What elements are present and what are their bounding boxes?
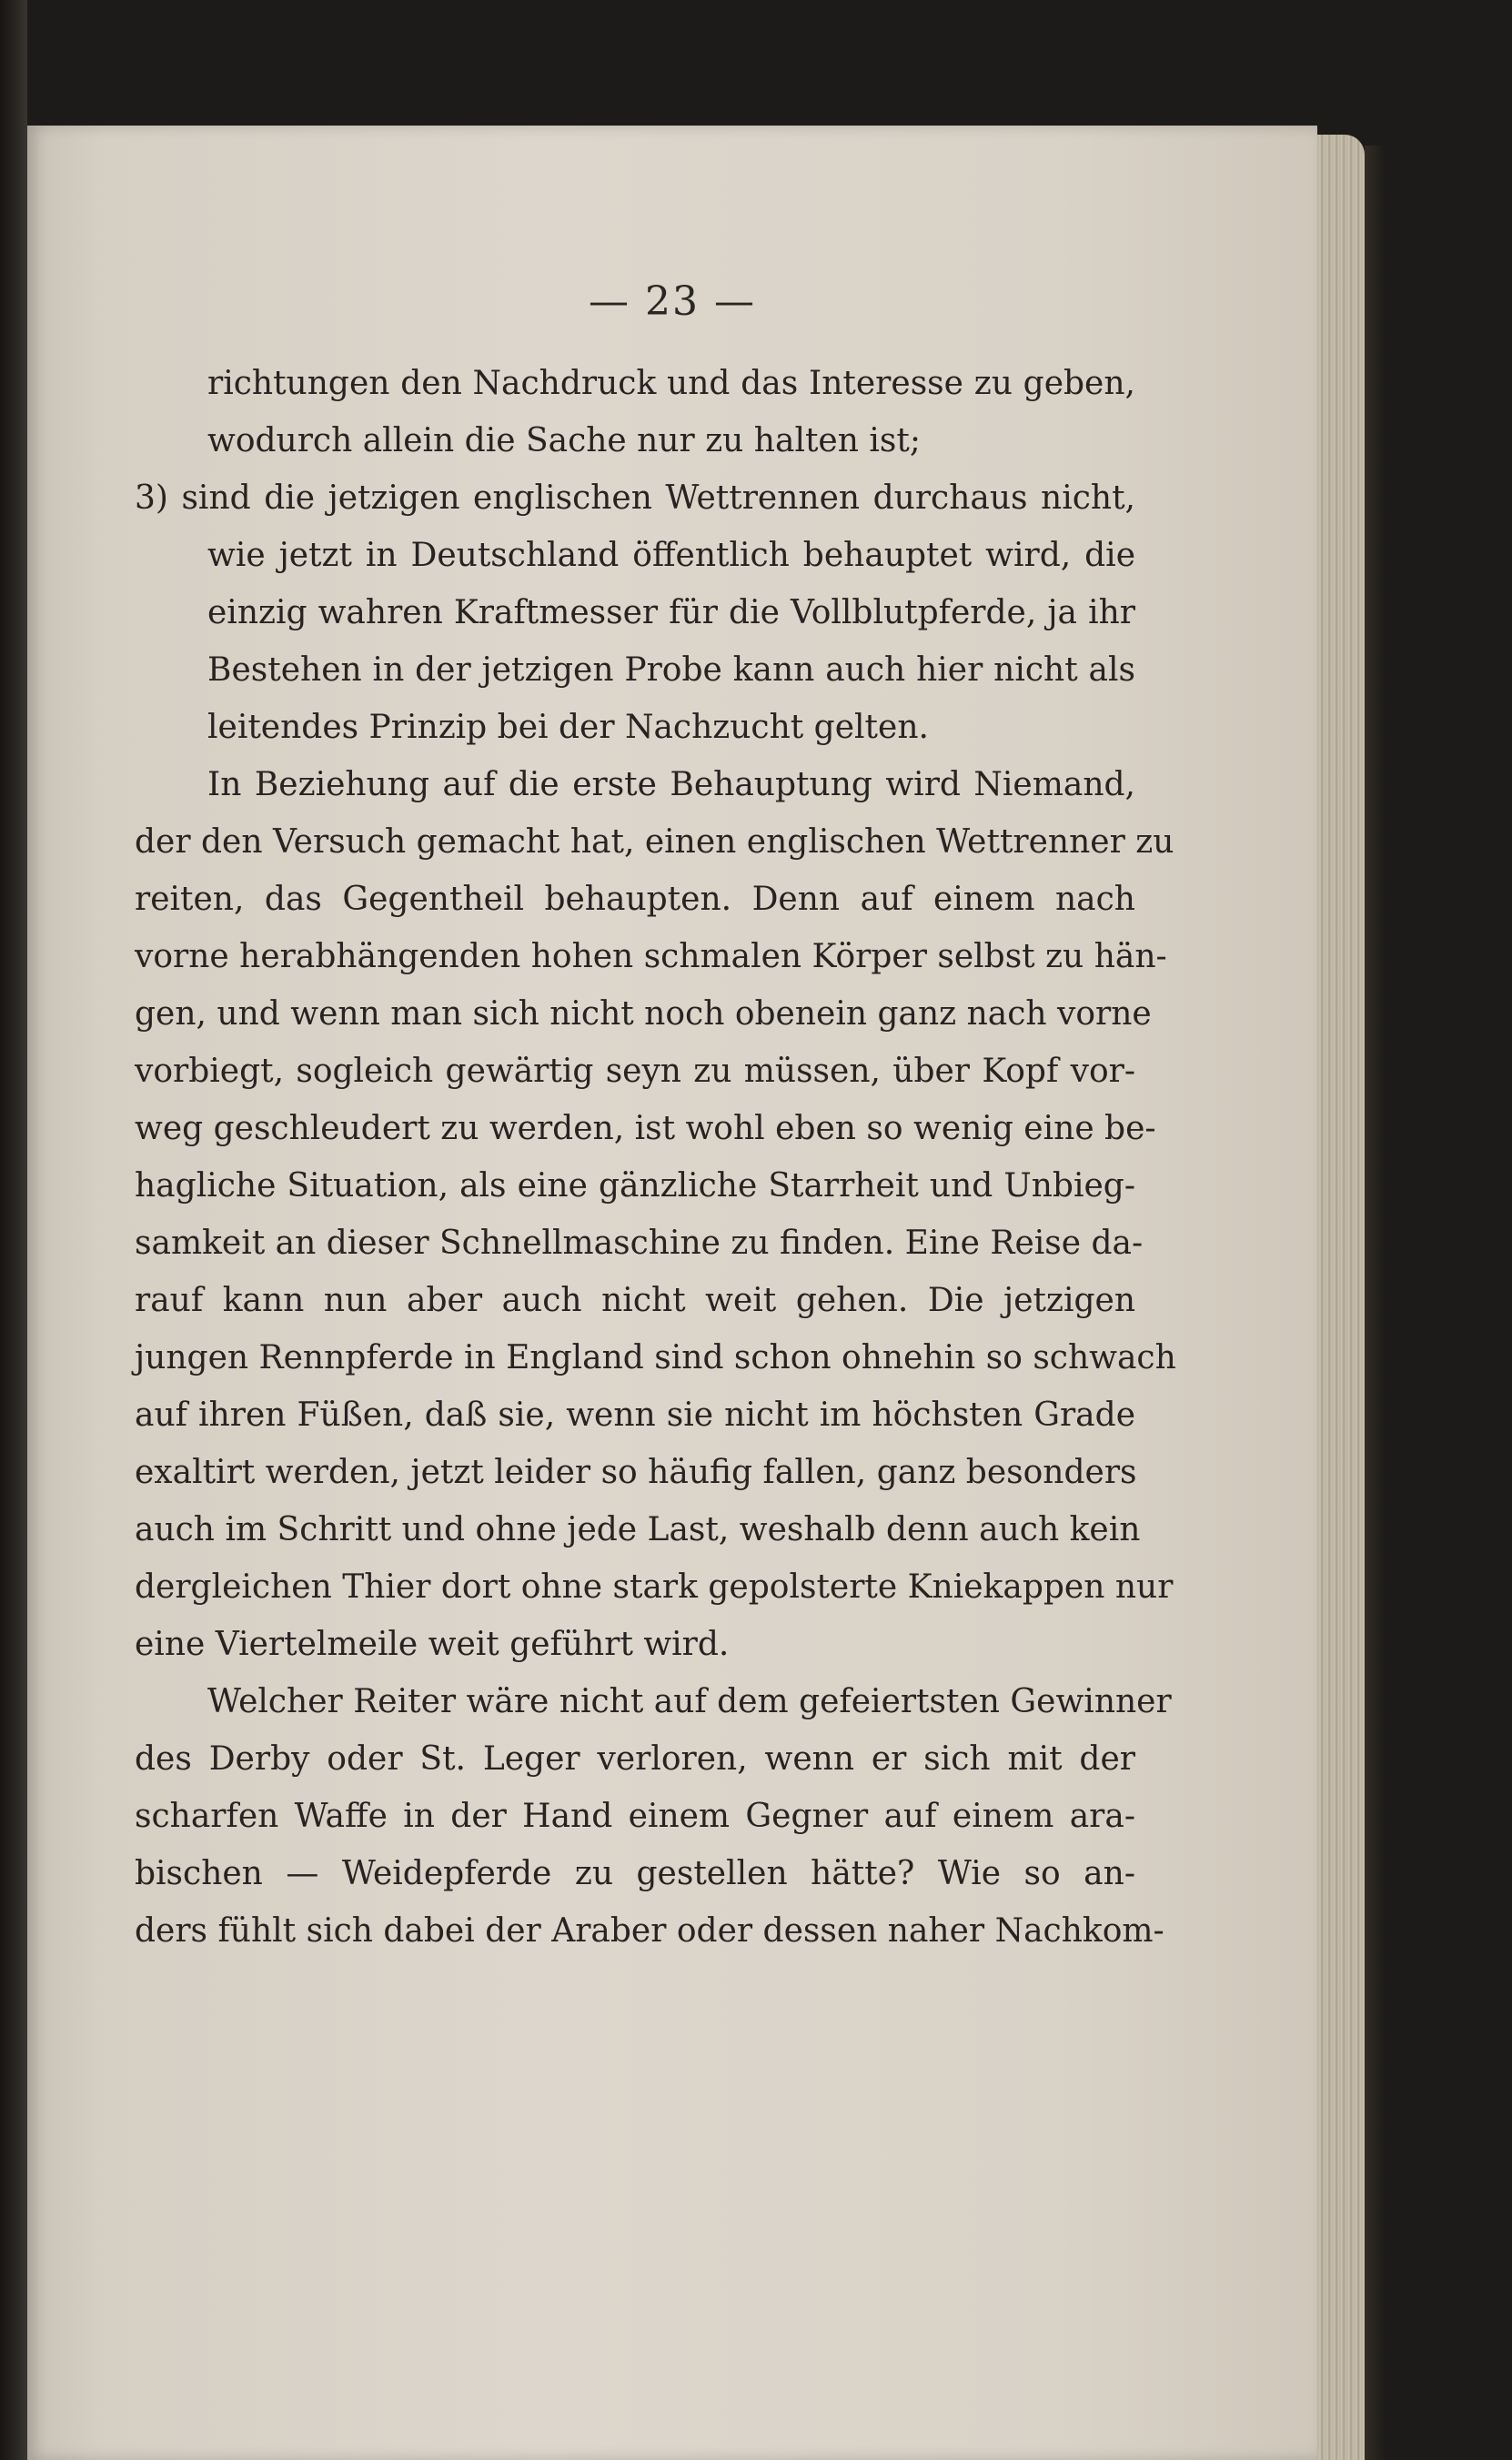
text-line: Welcher Reiter wäre nicht auf dem gefeiertsten Gewinner [207,1683,1172,1720]
text-line: der den Versuch gemacht hat, einen englischen Wettrenner zu [135,823,1174,861]
text-line: In Beziehung auf die erste Behauptung wird Niemand, [207,766,1135,803]
text-line: bischen — Weidepferde zu gestellen hätte? Wie so an- [135,1855,1135,1892]
text-line: rauf kann nun aber auch nicht weit gehen. Die jetzigen [135,1282,1135,1319]
page-body-text [135,355,1176,1960]
text-line: ders fühlt sich dabei der Araber oder dessen naher Nachkom- [135,1912,1164,1950]
page-number-header: — 23 — [589,278,756,325]
text-line: weg geschleudert zu werden, ist wohl eben so wenig eine be- [135,1110,1156,1147]
text-line: samkeit an dieser Schnellmaschine zu finden. Eine Reise da- [135,1225,1144,1262]
text-line: wie jetzt in Deutschland öffentlich behauptet wird, die [207,537,1135,574]
text-line: wodurch allein die Sache nur zu halten ist; [207,422,921,459]
text-line: hagliche Situation, als eine gänzliche Starrheit und Unbieg- [135,1167,1135,1205]
text-line: 3) sind die jetzigen englischen Wettrennen durchaus nicht, [135,479,1135,517]
text-line: scharfen Waffe in der Hand einem Gegner auf einem ara- [135,1798,1135,1835]
text-line: vorbiegt, sogleich gewärtig seyn zu müssen, über Kopf vor- [135,1053,1135,1090]
text-line: auch im Schritt und ohne jede Last, weshalb denn auch kein [135,1511,1141,1548]
text-line: Bestehen in der jetzigen Probe kann auch hier nicht als [207,651,1135,689]
text-line: auf ihren Füßen, daß sie, wenn sie nicht im höchsten Grade [135,1396,1135,1434]
text-line: richtungen den Nachdruck und das Interesse zu geben, [207,365,1135,402]
text-line: vorne herabhängenden hohen schmalen Körper selbst zu hän- [135,938,1167,975]
text-line: jungen Rennpferde in England sind schon ohnehin so schwach [135,1339,1176,1376]
text-line: eine Viertelmeile weit geführt wird. [135,1626,730,1663]
page-fore-edge [1317,135,1365,2460]
book-page [27,126,1317,2460]
left-cover-edge [0,0,27,2460]
text-line: dergleichen Thier dort ohne stark gepolsterte Kniekappen nur [135,1568,1174,1606]
page-edge-shadow [1365,146,1385,2460]
text-line: des Derby oder St. Leger verloren, wenn er sich mit der [135,1740,1135,1778]
text-line: exaltirt werden, jetzt leider so häufig fallen, ganz besonders [135,1454,1137,1491]
text-line: einzig wahren Kraftmesser für die Vollblutpferde, ja ihr [207,594,1135,631]
text-line: reiten, das Gegentheil behaupten. Denn auf einem nach [135,881,1135,918]
text-line: gen, und wenn man sich nicht noch obenein ganz nach vorne [135,995,1152,1033]
text-line: leitendes Prinzip bei der Nachzucht gelten. [207,709,929,746]
